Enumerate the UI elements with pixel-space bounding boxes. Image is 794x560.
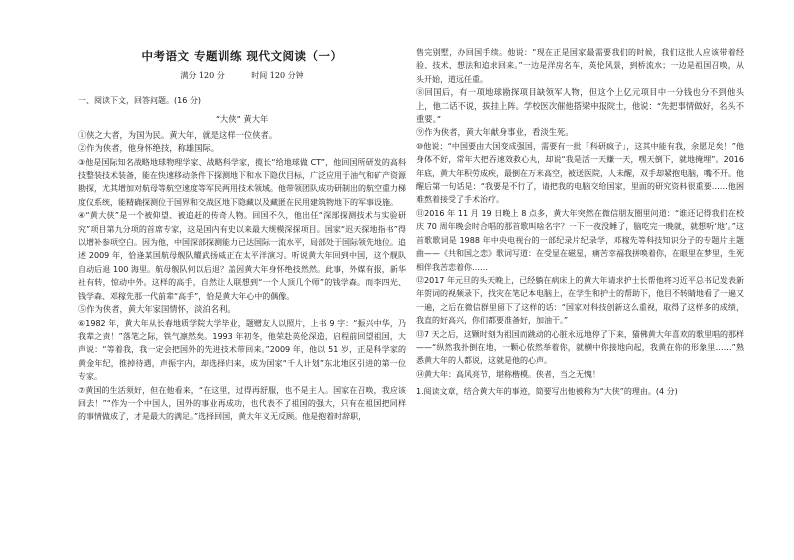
paragraph-2: ②作为侠者，他身怀绝技，称雄国际。 (78, 143, 220, 154)
paragraph-5: ⑤作为侠者，黄大年家国情怀，淡泊名利。 (78, 304, 236, 315)
paragraph-3: ③他是国际知名战略地球物理学家、战略科学家，揽长“给地球做 CT”，他回国所研发的高科技整装技术装备，能在快速移动条件下探测地下和水下隐伏目标，广泛应用于油气和矿产资源勘探，尤其增加对航母等航空速度等军民两用技术领域。他带领团队成功研制出的航空重力梯度仪系统，能精确探测位于国界和交战区地下隐藏以及藏匿在民用建筑物地下的军事设施。 (78, 157, 406, 207)
paragraph-9: ⑨作为侠者，黄大年献身事业，看淡生死。 (416, 127, 574, 138)
question-1: 1.阅读文章，结合黄大年的事迹，简要写出他被称为“大侠”的理由。(4 分) (416, 387, 678, 397)
section-heading: 一、阅读下文，回答问题。(16 分) (78, 96, 201, 105)
paragraph-6: ⑥1982 年，黄大年从长春地质学院大学毕业，题赠友人以照片，上书 9 字：“振兴中华，乃我辈之责！”落笔之际，铁气凛然矣。1993 年初冬，他荣赴英伦深造，启程前回望祖国，大声说：“等着我，我一定会把国外的先进技术带回来。”2009 年，他以 51 岁，正是科学家的黄金年纪，推掉待遇，声振宇内，却选择归来，成为国家“千人计划”东北地区引进的第一位专家。 (78, 318, 406, 382)
article-title: “大侠” 黄大年 (215, 114, 269, 125)
total-score: 满分 120 分 (180, 71, 225, 80)
time-limit: 时间 120 分钟 (251, 71, 304, 80)
paragraph-4: ④“黄大侠”是一个被仰望、被追赶的传奇人物。回国不久，他出任“深部探测技术与实验研究”项目第九分项的首席专家，这是国内有史以来最大规模深探项目。国家“迟天探地指书”得以增补参项空白。因为他，中国深部探测能力已达国际一流水平，局部处于国际领先地位。追述 2009 年，恰逢某国航母舰队耀武扬威正在太平洋演习。听说黄大年回到中国，这个舰队自动后退 100 海里。航母舰队何以后退？盖因黄大年身怀绝技然然。此事，外媒有报，新华社有转，惊动中外。这样的高手，自然让人联想到“一个人顶几个师”的钱学森。而李四光、钱学森、邓稼先那一代前辈“高手”，恰是黄大年心中的偶像。 (78, 211, 406, 301)
left-column (78, 94, 406, 424)
right-column (416, 46, 744, 399)
paragraph-10: ⑩他说：“中国要由大国变成强国，需要有一批「科研疯子」，这其中能有我，余愿足矣！”他身体不好，常年大把吞速效救心丸，却说“我是活一天赚一天，嘿天倒下，就地掩埋”。2016 年底，黄大年积劳成疾，最倒在万米高空，被送医院，人未醒，双手却紧抱电脑，嘴不开。他醒后第一句话是：“我要是不行了，请把我的电脑交给国家，里面的研究资料很重要……他困难熬着接受了手术治疗。 (416, 141, 744, 205)
paragraph-1: ①侠之大者，为国为民。黄大年，就是这样一位侠者。 (78, 129, 278, 140)
paragraph-13: ⑬7 天之后，这颗时刻为祖国而跳动的心脏永远地停了下来，猫佛黄大年喜欢的歌里唱的那样——“纵然我扑倒在地，一颗心依然举着你，就横中你接地向起，我黄在你的形象里……”熟悉黄大年的人都说，这就是他的心声。 (416, 329, 744, 366)
exam-meta (78, 70, 406, 81)
paragraph-7: ⑦黄国的生活须好，但在他看来，“在这里，过得再舒服，也不是主人。国家在召唤，我应该回去！”“作为一个中国人，国外的事业再成功，也代表不了祖国的强大，只有在祖国把同样的事情做成了，才是最大的满足。”选择回国，黄大年义无反顾。他是抱着时辞职， (78, 385, 406, 422)
paragraph-12: ⑫2017 年元旦的头天晚上，已经躺在病床上的黄大年请求护士长帮他将习近平总书记发表新年贺词的视频录下，找灾在笔记本电脑上，在学生和护士的帮助下，他目不转睛地看了一遍又一遍，之后在微信群里留下了这样的话：“国家对科技创新这么重视，取得了这样多的成绩，我直的好高兴，你们都要准备好，加油干。” (416, 275, 744, 326)
paragraph-11: ⑪2016 年 11 月 19 日晚上 8 点多，黄大年突然在微信朋友圈里问道：“谁还记得我们在校庆 70 周年晚会时合唱的那首歌叫啥名字？一下一夜没睡了，脑吃完一晚就，就想听‘地’。”这首歌歌词是 1988 年中央电视台的一部纪录片纪录学，邓稼先等科技知识分子的专题片主题曲——《共和国之恋》歌词写道：在受显在磁星，痛苦幸福我拼唤着你，在眼里在梦里，生死相伴我苦恋着你…… (416, 208, 744, 272)
page-title: 中考语文 专题训练 现代文阅读（一） (141, 49, 343, 63)
paragraph-7-cont: 售完别墅，办回国手续。他说：“现在正是国家最需要我们的时候，我们这批人应该带着经验、技术、想法和追求回来。”一边是洋房名车，英伦风景，到桥流水；一边是祖国召唤，从头开始，道远任重。 (416, 48, 744, 84)
paragraph-8: ⑧回国后，有一项地球勘探项目缺领军人物，但这个上亿元项目中一分钱也分不到他头上，他二话不说，拔挂上阵。学校医次催他搭梁申报院士，他说：“先把事情做好，名头不重要。” (416, 87, 744, 125)
paragraph-14: ⑭黄大年：高风亮节，堪称楷模。侠者，当之无愧！ (416, 369, 600, 379)
